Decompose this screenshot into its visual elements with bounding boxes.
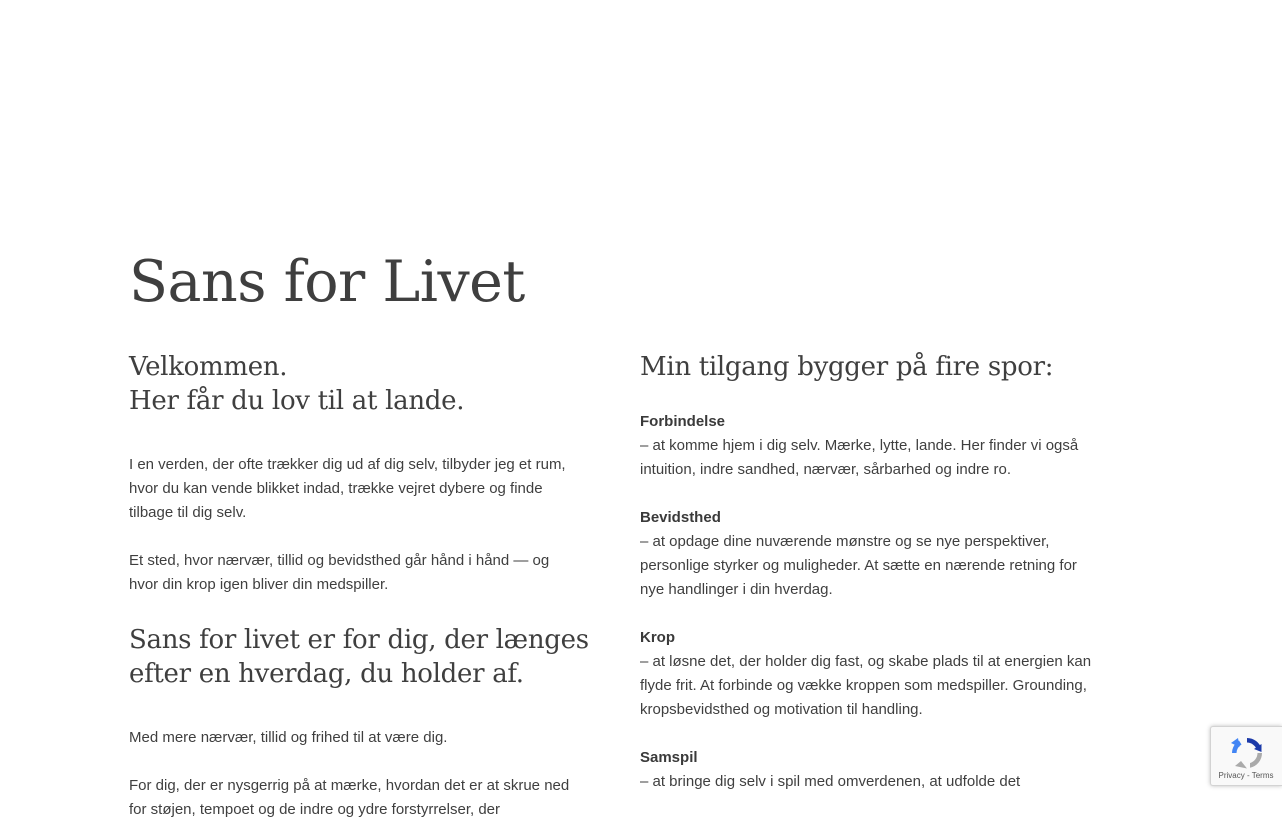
intro-column [129, 350, 589, 822]
approach-heading: Min tilgang bygger på fire spor: [640, 352, 1054, 382]
audience-paragraph: Med mere nærvær, tillid og frihed til at være dig. [129, 729, 448, 746]
welcome-heading [129, 350, 579, 418]
welcome-heading-line-2: Her får du lov til at lande. [129, 386, 465, 416]
track-bevidsthed [640, 506, 1100, 602]
track-text: – at opdage dine nuværende mønstre og se nye perspektiver, personlige styrker og muligheder. At sætte en nærende retning for nye handlinger i din hverdag. [640, 533, 1077, 598]
track-title: Forbindelse [640, 413, 726, 430]
track-title: Krop [640, 629, 675, 646]
audience-heading-line-2: efter en hverdag, du holder af. [129, 659, 524, 689]
page-title: Sans for Livet [129, 249, 525, 315]
audience-heading [129, 623, 589, 691]
recaptcha-privacy-terms-links[interactable]: Privacy - Terms [1218, 771, 1274, 780]
track-title: Samspil [640, 749, 698, 766]
intro-paragraph: I en verden, der ofte trækker dig ud af dig selv, tilbyder jeg et rum, hvor du kan vende blikket indad, trække vejret dybere og finde tilbage til dig selv. [129, 456, 566, 521]
track-krop [640, 626, 1100, 722]
tracks-list [640, 410, 1100, 794]
recaptcha-icon[interactable] [1227, 735, 1267, 771]
recaptcha-badge[interactable] [1210, 726, 1282, 786]
intro-paragraph: Et sted, hvor nærvær, tillid og bevidsthed går hånd i hånd — og hvor din krop igen bliver din medspiller. [129, 552, 550, 593]
track-samspil [640, 746, 1100, 794]
track-text: – at løsne det, der holder dig fast, og skabe plads til at energien kan flyde frit. At forbinde og vække kroppen som medspiller. Grounding, kropsbevidsthed og motivation til handling. [640, 653, 1092, 718]
audience-paragraph: For dig, der er nysgerrig på at mærke, hvordan det er at skrue ned for støjen, tempoet og de indre og ydre forstyrrelser, der [129, 777, 570, 818]
track-forbindelse [640, 410, 1100, 482]
track-title: Bevidsthed [640, 509, 721, 526]
audience-heading-line-1: Sans for livet er for dig, der længes [129, 625, 589, 655]
approach-column [640, 350, 1100, 794]
track-text: – at bringe dig selv i spil med omverdenen, at udfolde det [640, 773, 1021, 790]
welcome-heading-line-1: Velkommen. [129, 352, 288, 382]
track-text: – at komme hjem i dig selv. Mærke, lytte, lande. Her finder vi også intuition, indre sandhed, nærvær, sårbarhed og indre ro. [640, 437, 1079, 478]
